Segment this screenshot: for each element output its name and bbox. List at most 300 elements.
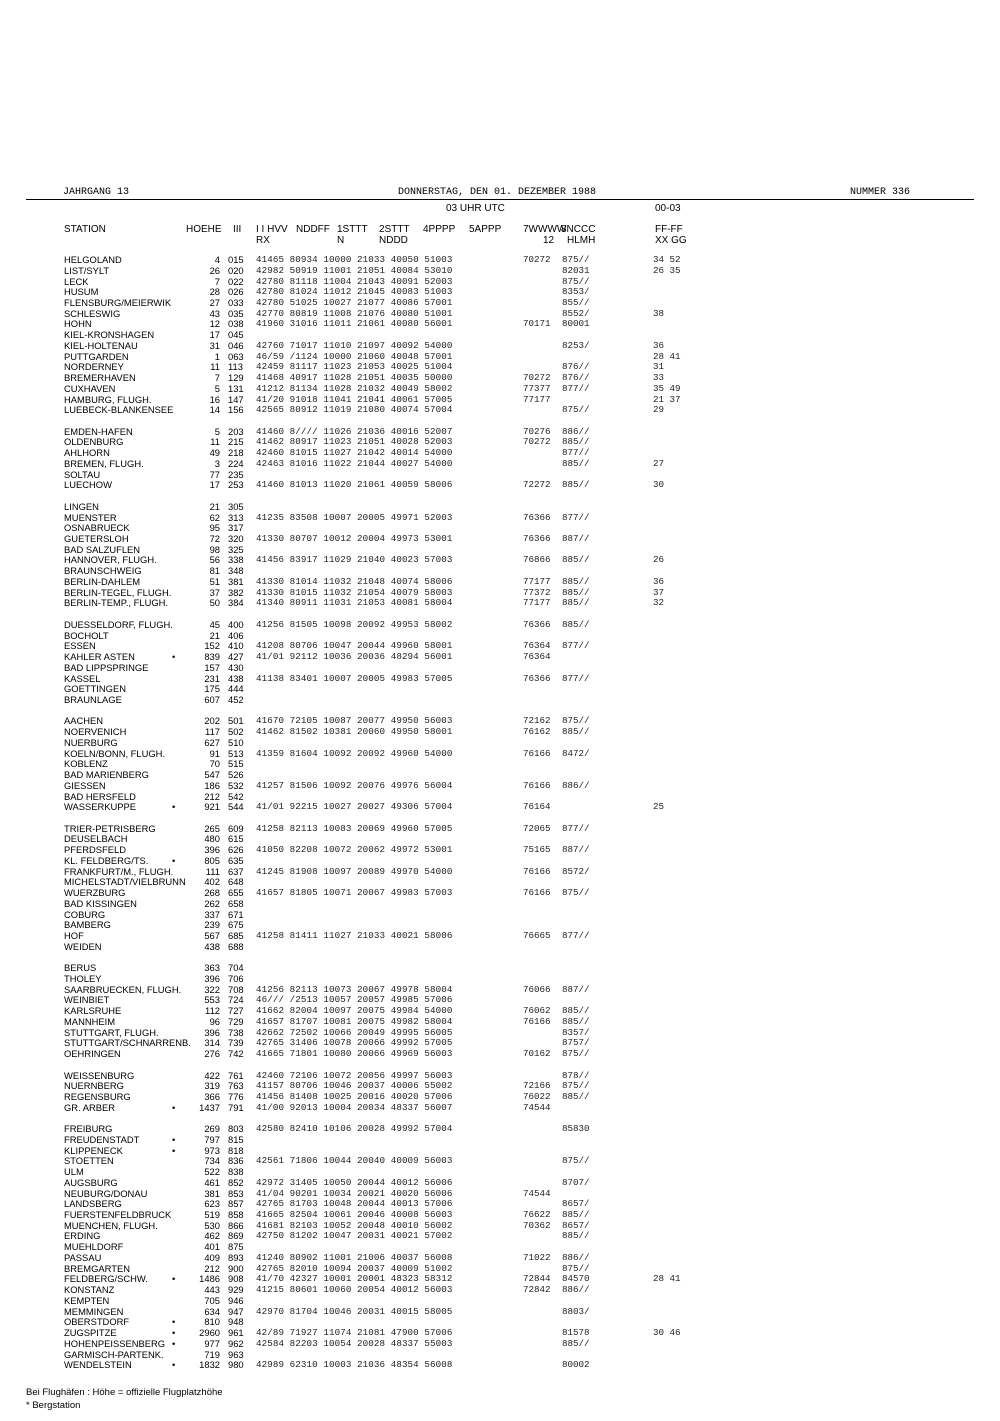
station-height: 276 xyxy=(204,1048,220,1059)
mountain-marker: • xyxy=(172,854,176,866)
synop-groups: 41330 81014 11032 21048 40074 58006 xyxy=(256,575,453,587)
station-row xyxy=(0,1016,1000,1027)
station-height: 175 xyxy=(204,683,220,695)
station-height: 480 xyxy=(204,833,220,845)
row-spacer xyxy=(0,1059,1000,1070)
station-name: EMDEN-HAFEN xyxy=(64,425,133,437)
station-height: 262 xyxy=(204,897,220,909)
station-row xyxy=(0,1037,1000,1048)
col-group4: 2STTT xyxy=(379,224,410,235)
station-name: GOETTINGEN xyxy=(64,683,126,695)
station-row xyxy=(0,276,1000,287)
station-id: 853 xyxy=(228,1187,244,1199)
station-row xyxy=(0,565,1000,576)
weather-group: 76166 xyxy=(523,747,551,759)
synop-groups: 41256 81505 10098 20092 49953 58002 xyxy=(256,618,453,630)
station-name: BERUS xyxy=(64,962,97,974)
station-id: 022 xyxy=(228,275,244,287)
station-id: 381 xyxy=(228,575,244,587)
station-row xyxy=(0,447,1000,458)
gust-group: 33 xyxy=(653,372,665,383)
station-row xyxy=(0,726,1000,737)
station-row xyxy=(0,597,1000,608)
station-name: FUERSTENFELDBRUCK xyxy=(64,1209,172,1220)
synop-groups: 42989 62310 10003 21036 48354 56008 xyxy=(256,1359,453,1371)
station-id: 305 xyxy=(228,500,244,512)
cloud-group: 8757/ xyxy=(562,1037,590,1049)
station-name: BERLIN-DAHLEM xyxy=(64,575,141,587)
station-id: 947 xyxy=(228,1305,244,1317)
station-id: 224 xyxy=(228,457,244,469)
station-id: 532 xyxy=(228,779,244,791)
station-id: 147 xyxy=(228,393,244,405)
station-height: 719 xyxy=(204,1348,220,1360)
station-row xyxy=(0,1306,1000,1317)
cloud-group: 886// xyxy=(562,425,590,437)
cloud-group: 885// xyxy=(562,1015,590,1027)
station-name: SCHLESWIG xyxy=(64,307,121,319)
cloud-group: 8472/ xyxy=(562,747,590,759)
weather-group: 75165 xyxy=(523,844,551,856)
synop-groups: 42760 71017 11010 21097 40092 54000 xyxy=(256,339,453,351)
station-height: 98 xyxy=(209,543,220,555)
weather-group: 76622 xyxy=(523,1209,551,1220)
synop-groups: 42765 81703 10048 20044 40013 57006 xyxy=(256,1198,453,1210)
station-name: NORDERNEY xyxy=(64,361,124,373)
station-height: 117 xyxy=(205,726,220,738)
station-height: 607 xyxy=(204,693,220,705)
date-label: DONNERSTAG, DEN 01. DEZEMBER 1988 xyxy=(398,187,597,198)
station-height: 72 xyxy=(209,533,220,544)
station-height: 443 xyxy=(204,1284,220,1296)
synop-groups: 41/70 42327 10001 20001 48323 58312 xyxy=(256,1273,453,1285)
cloud-group: 875// xyxy=(562,254,590,265)
station-name: OSNABRUECK xyxy=(64,522,130,534)
station-row xyxy=(0,1177,1000,1188)
synop-groups: 42972 31405 10050 20044 40012 56006 xyxy=(256,1176,453,1188)
weather-group: 76866 xyxy=(523,554,551,566)
gust-group: 35 49 xyxy=(653,382,681,394)
synop-groups: 41657 81805 10071 20067 49983 57003 xyxy=(256,887,453,899)
station-name: MEMMINGEN xyxy=(64,1305,124,1317)
gust-group: 25 xyxy=(653,801,665,813)
station-id: 313 xyxy=(228,511,244,523)
station-height: 1486 xyxy=(199,1273,220,1285)
station-row xyxy=(0,554,1000,565)
weather-group: 71022 xyxy=(523,1251,551,1263)
station-row xyxy=(0,962,1000,973)
cloud-group: 886// xyxy=(562,1284,590,1296)
station-row xyxy=(0,833,1000,844)
station-id: 776 xyxy=(228,1090,244,1102)
weather-group: 70272 xyxy=(523,372,551,383)
weather-group: 72162 xyxy=(523,715,551,727)
station-height: 212 xyxy=(204,790,220,802)
station-id: 203 xyxy=(228,425,244,437)
station-row xyxy=(0,823,1000,834)
station-row xyxy=(0,855,1000,866)
synop-groups: 41157 80706 10046 20037 40006 55002 xyxy=(256,1080,453,1092)
mountain-marker: • xyxy=(172,1133,176,1145)
station-id: 325 xyxy=(228,543,244,555)
station-row xyxy=(0,587,1000,598)
station-row xyxy=(0,1316,1000,1327)
station-name: GUETERSLOH xyxy=(64,533,129,544)
station-row xyxy=(0,544,1000,555)
station-id: 729 xyxy=(228,1015,244,1027)
station-height: 634 xyxy=(204,1305,220,1317)
station-name: KIEL-HOLTENAU xyxy=(64,339,138,351)
station-height: 45 xyxy=(209,618,220,630)
cloud-group: 8657/ xyxy=(562,1219,590,1231)
station-name: NUERBURG xyxy=(64,736,118,748)
station-id: 658 xyxy=(228,897,244,909)
station-row xyxy=(0,844,1000,855)
station-height: 4 xyxy=(214,254,220,265)
station-name: LIST/SYLT xyxy=(64,264,110,276)
station-id: 635 xyxy=(228,854,244,866)
cloud-group: 885// xyxy=(562,575,590,587)
station-row xyxy=(0,1209,1000,1220)
gust-group: 28 41 xyxy=(653,1273,681,1285)
station-id: 655 xyxy=(228,887,244,899)
synop-groups: 42780 51025 10027 21077 40086 57001 xyxy=(256,296,453,308)
station-height: 810 xyxy=(204,1316,220,1328)
station-name: LUECHOW xyxy=(64,479,112,491)
station-row xyxy=(0,801,1000,812)
station-height: 839 xyxy=(204,651,220,662)
station-id: 893 xyxy=(228,1251,244,1263)
station-id: 235 xyxy=(228,468,244,480)
cloud-group: 876// xyxy=(562,372,590,383)
cloud-group: 878// xyxy=(562,1069,590,1081)
synop-groups: 41359 81604 10092 20092 49960 54000 xyxy=(256,747,453,759)
synop-groups: 41258 82113 10083 20069 49960 57005 xyxy=(256,822,453,834)
station-row xyxy=(0,576,1000,587)
gust-group: 30 46 xyxy=(653,1327,681,1338)
synop-groups: 42780 81118 11004 21043 40091 52003 xyxy=(256,275,453,287)
row-spacer xyxy=(0,812,1000,823)
station-height: 366 xyxy=(204,1090,220,1102)
synop-groups: 42561 71806 10044 20040 40009 56003 xyxy=(256,1155,453,1167)
cloud-group: 84570 xyxy=(562,1273,590,1285)
station-height: 319 xyxy=(204,1080,220,1092)
synop-groups: 41330 80707 10012 20004 49973 53001 xyxy=(256,533,453,544)
cloud-group: 875// xyxy=(562,1262,590,1274)
station-height: 17 xyxy=(209,479,220,491)
station-row xyxy=(0,1263,1000,1274)
weather-group: 76166 xyxy=(523,865,551,877)
station-height: 112 xyxy=(205,1005,220,1017)
synop-groups: 41257 81506 10092 20076 49976 56004 xyxy=(256,779,453,791)
cloud-group: 80001 xyxy=(562,318,590,330)
station-id: 858 xyxy=(228,1209,244,1220)
station-row xyxy=(0,522,1000,533)
station-id: 526 xyxy=(228,769,244,780)
cloud-group: 877// xyxy=(562,930,590,941)
synop-groups: 42463 81016 11022 21044 40027 54000 xyxy=(256,457,453,469)
synop-groups: 41456 83917 11029 21040 40023 57003 xyxy=(256,554,453,566)
col-group2: NDDFF xyxy=(296,224,330,235)
synop-groups: 41208 80706 10047 20044 49960 58001 xyxy=(256,640,453,652)
station-name: THOLEY xyxy=(64,972,102,984)
station-name: HUSUM xyxy=(64,286,99,298)
station-name: LANDSBERG xyxy=(64,1198,122,1210)
station-row xyxy=(0,404,1000,415)
station-name: WASSERKUPPE xyxy=(64,801,137,813)
weather-group: 76366 xyxy=(523,672,551,684)
col-group9: FF-FF xyxy=(655,224,683,235)
station-id: 739 xyxy=(228,1037,244,1049)
station-row xyxy=(0,1295,1000,1306)
weather-group: 76162 xyxy=(523,726,551,738)
station-row xyxy=(0,941,1000,952)
station-height: 77 xyxy=(209,468,220,480)
station-name: WEINBIET xyxy=(64,994,110,1006)
station-row xyxy=(0,1070,1000,1081)
station-id: 852 xyxy=(228,1176,244,1188)
station-name: STOETTEN xyxy=(64,1155,114,1167)
cloud-group: 875// xyxy=(562,715,590,727)
mountain-marker: • xyxy=(172,801,176,813)
station-name: BAD HERSFELD xyxy=(64,790,136,802)
station-id: 427 xyxy=(228,651,244,662)
station-id: 045 xyxy=(228,329,244,341)
station-height: 212 xyxy=(204,1262,220,1274)
station-id: 708 xyxy=(228,983,244,995)
synop-groups: 41212 81134 11028 21032 40049 58002 xyxy=(256,382,453,394)
station-name: MUENSTER xyxy=(64,511,117,523)
synop-groups: 41665 82504 10061 20046 40008 56003 xyxy=(256,1209,453,1220)
station-height: 239 xyxy=(204,919,220,931)
weather-group: 72842 xyxy=(523,1284,551,1296)
station-name: BRAUNLAGE xyxy=(64,693,122,705)
weather-group: 72844 xyxy=(523,1273,551,1285)
cloud-group: 8353/ xyxy=(562,286,590,298)
station-name: KEMPTEN xyxy=(64,1294,110,1306)
cloud-group: 855// xyxy=(562,296,590,308)
synop-groups: 41235 83508 10007 20005 49971 52003 xyxy=(256,511,453,523)
synop-groups: 42765 31406 10078 20066 49992 57005 xyxy=(256,1037,453,1049)
synop-groups: 41670 72105 10087 20077 49950 56003 xyxy=(256,715,453,727)
weather-group: 77177 xyxy=(523,575,551,587)
station-height: 1437 xyxy=(199,1101,220,1113)
synop-groups: 41665 71801 10080 20066 49969 56003 xyxy=(256,1048,453,1059)
station-name: COBURG xyxy=(64,908,106,920)
station-name: BREMEN, FLUGH. xyxy=(64,457,144,469)
station-id: 648 xyxy=(228,876,244,888)
station-height: 519 xyxy=(204,1209,220,1220)
station-row xyxy=(0,1134,1000,1145)
synop-groups: 42460 72106 10072 20056 49997 56003 xyxy=(256,1069,453,1081)
station-id: 156 xyxy=(228,404,244,416)
gust-group: 34 52 xyxy=(653,254,681,265)
station-row xyxy=(0,1220,1000,1231)
weather-group: 74544 xyxy=(523,1187,551,1199)
station-height: 11 xyxy=(210,361,220,373)
station-row xyxy=(0,748,1000,759)
station-row xyxy=(0,876,1000,887)
station-row xyxy=(0,1027,1000,1038)
station-name: BAD LIPPSPRINGE xyxy=(64,661,149,673)
col-group9-sub: XX GG xyxy=(655,235,687,246)
station-height: 21 xyxy=(209,500,220,512)
station-name: OLDENBURG xyxy=(64,436,124,448)
time-label: 03 UHR UTC xyxy=(446,203,505,214)
station-id: 253 xyxy=(228,479,244,491)
station-id: 704 xyxy=(228,962,244,974)
gust-group: 36 xyxy=(653,339,665,351)
station-height: 17 xyxy=(209,329,220,341)
station-height: 1 xyxy=(214,350,220,362)
station-id: 685 xyxy=(228,930,244,941)
station-row xyxy=(0,1359,1000,1370)
station-height: 43 xyxy=(209,307,220,319)
cloud-group: 875// xyxy=(562,1048,590,1059)
synop-groups: 41256 82113 10073 20067 49978 58004 xyxy=(256,983,453,995)
station-name: KONSTANZ xyxy=(64,1284,115,1296)
station-height: 31 xyxy=(209,339,220,351)
station-id: 033 xyxy=(228,296,244,308)
station-name: PUTTGARDEN xyxy=(64,350,129,362)
synop-groups: 41215 80601 10060 20054 40012 56003 xyxy=(256,1284,453,1296)
cloud-group: 877// xyxy=(562,822,590,834)
station-height: 547 xyxy=(204,769,220,780)
station-id: 866 xyxy=(228,1219,244,1231)
station-row xyxy=(0,351,1000,362)
station-name: KOELN/BONN, FLUGH. xyxy=(64,747,166,759)
station-row xyxy=(0,533,1000,544)
weather-group: 76164 xyxy=(523,801,551,813)
station-name: KASSEL xyxy=(64,672,101,684)
station-name: HAMBURG, FLUGH. xyxy=(64,393,152,405)
year-label: JAHRGANG 13 xyxy=(63,187,130,198)
station-height: 26 xyxy=(209,264,220,276)
station-name: GIESSEN xyxy=(64,779,106,791)
row-spacer xyxy=(0,415,1000,426)
weather-group: 76022 xyxy=(523,1090,551,1102)
station-name: BAD KISSINGEN xyxy=(64,897,137,909)
station-name: BOCHOLT xyxy=(64,629,109,641)
station-row xyxy=(0,1349,1000,1360)
station-height: 438 xyxy=(204,940,220,952)
station-name: KAHLER ASTEN xyxy=(64,651,135,662)
station-name: BREMERHAVEN xyxy=(64,372,136,383)
station-name: WENDELSTEIN xyxy=(64,1359,132,1371)
col-group8-sub-a: 12 xyxy=(543,235,555,246)
station-height: 530 xyxy=(204,1219,220,1231)
station-name: ULM xyxy=(64,1166,84,1178)
cloud-group: 885// xyxy=(562,554,590,566)
station-name: OEHRINGEN xyxy=(64,1048,121,1059)
weather-group: 77377 xyxy=(523,382,551,394)
station-id: 671 xyxy=(228,908,244,920)
station-height: 381 xyxy=(204,1187,220,1199)
station-row xyxy=(0,619,1000,630)
station-id: 515 xyxy=(228,758,244,770)
weather-group: 77177 xyxy=(523,597,551,609)
cloud-group: 885// xyxy=(562,1005,590,1017)
cloud-group: 8357/ xyxy=(562,1026,590,1038)
station-id: 502 xyxy=(228,726,244,738)
station-name: BAMBERG xyxy=(64,919,111,931)
station-row xyxy=(0,1080,1000,1091)
station-row xyxy=(0,383,1000,394)
synop-groups: 41681 82103 10052 20048 40010 56002 xyxy=(256,1219,453,1231)
station-row xyxy=(0,1155,1000,1166)
synop-groups: 41138 83401 10007 20005 49983 57005 xyxy=(256,672,453,684)
station-row xyxy=(0,1145,1000,1156)
header-rule xyxy=(26,199,974,200)
station-name: MUEHLDORF xyxy=(64,1241,124,1253)
cloud-group: 8572/ xyxy=(562,865,590,877)
station-id: 038 xyxy=(228,318,244,330)
synop-groups: 42584 82203 10054 20028 48337 55003 xyxy=(256,1337,453,1349)
station-height: 21 xyxy=(209,629,220,641)
station-height: 81 xyxy=(209,565,220,577)
station-height: 27 xyxy=(209,296,220,308)
cloud-group: 887// xyxy=(562,983,590,995)
station-name: BERLIN-TEGEL, FLUGH. xyxy=(64,586,172,598)
station-row xyxy=(0,1273,1000,1284)
station-id: 406 xyxy=(228,629,244,641)
station-id: 026 xyxy=(228,286,244,298)
station-name: CUXHAVEN xyxy=(64,382,116,394)
station-height: 921 xyxy=(204,801,220,813)
weather-group: 70171 xyxy=(523,318,551,330)
col-group5: 4PPPP xyxy=(423,224,456,235)
station-row xyxy=(0,984,1000,995)
station-row xyxy=(0,479,1000,490)
weather-group: 72166 xyxy=(523,1080,551,1092)
synop-groups: 41462 80917 11023 21051 40028 52003 xyxy=(256,436,453,448)
station-id: 384 xyxy=(228,597,244,609)
station-id: 836 xyxy=(228,1155,244,1167)
station-height: 37 xyxy=(209,586,220,598)
weather-group: 76665 xyxy=(523,930,551,941)
station-height: 95 xyxy=(209,522,220,534)
station-name: ESSEN xyxy=(64,640,96,652)
synop-groups: 41662 82004 10097 20075 49984 54000 xyxy=(256,1005,453,1017)
col-group1: I I HVV xyxy=(256,224,288,235)
station-id: 675 xyxy=(228,919,244,931)
station-row xyxy=(0,329,1000,340)
station-id: 869 xyxy=(228,1230,244,1242)
station-name: KLIPPENECK xyxy=(64,1144,123,1156)
station-row xyxy=(0,286,1000,297)
station-name: BERLIN-TEMP., FLUGH. xyxy=(64,597,169,609)
station-height: 269 xyxy=(204,1123,220,1135)
station-id: 609 xyxy=(228,822,244,834)
col-group3: 1STTT xyxy=(337,224,368,235)
station-name: HOF xyxy=(64,930,84,941)
synop-groups: 46/// /2513 10057 20057 49985 57006 xyxy=(256,994,453,1006)
station-name: ERDING xyxy=(64,1230,101,1242)
synop-groups: 41/20 91018 11041 21041 40061 57005 xyxy=(256,393,453,405)
gust-group: 27 xyxy=(653,457,665,469)
gust-group: 26 xyxy=(653,554,665,566)
station-row xyxy=(0,1241,1000,1252)
gust-group: 36 xyxy=(653,575,665,587)
cloud-group: 877// xyxy=(562,382,590,394)
cloud-group: 885// xyxy=(562,618,590,630)
station-name: MANNHEIM xyxy=(64,1015,116,1027)
synop-groups: 42750 81202 10047 20031 40021 57002 xyxy=(256,1230,453,1242)
station-row xyxy=(0,469,1000,480)
footnote-airport-height: Bei Flughäfen : Höhe = offizielle Flugplatzhöhe xyxy=(26,1387,223,1398)
station-id: 046 xyxy=(228,339,244,351)
station-name: TRIER-PETRISBERG xyxy=(64,822,156,834)
